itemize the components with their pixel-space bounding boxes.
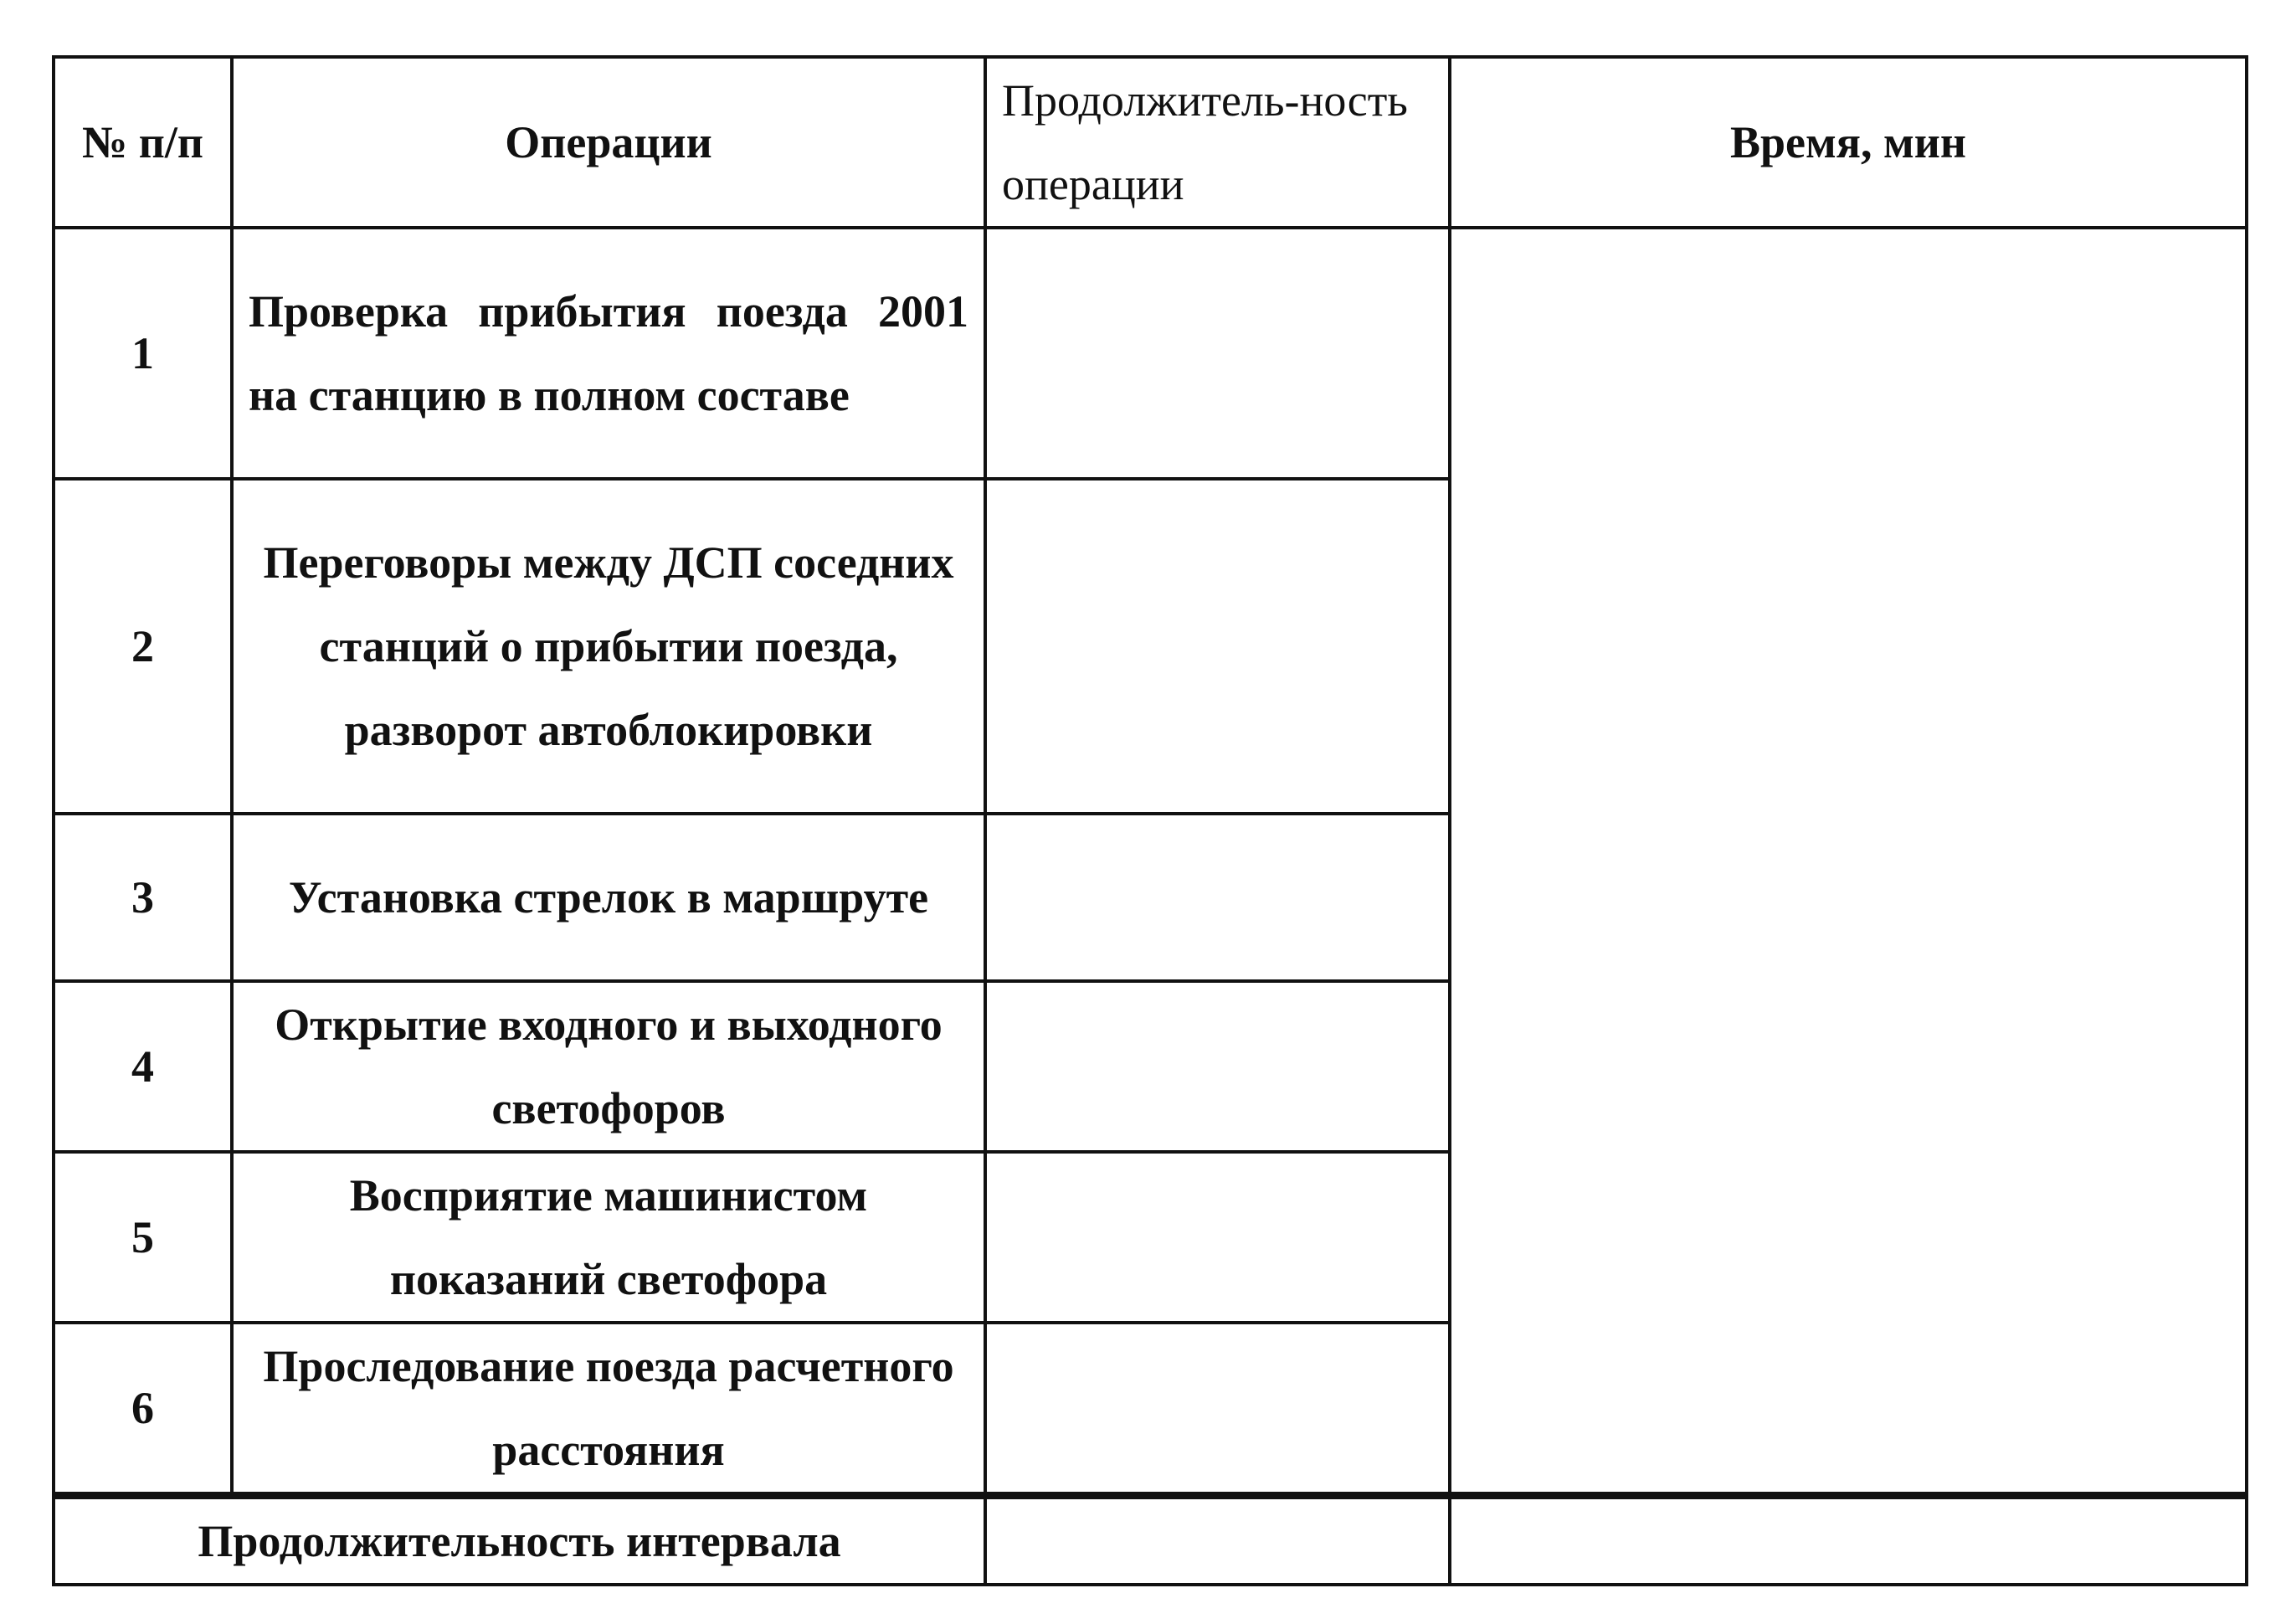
header-time: Время, мин [1450,57,2247,228]
row-duration [985,479,1450,814]
row-duration [985,814,1450,981]
row-operation: Проследование поезда расчетного расстояния [232,1323,985,1496]
row-duration [985,1323,1450,1496]
header-operation: Операции [232,57,985,228]
row-operation: Проверка прибытия поезда 2001 на станцию в полном составе [232,228,985,479]
row-number: 2 [54,479,232,814]
operations-table [52,55,2248,1586]
time-chart-area [1450,228,2247,1496]
header-duration: Продолжитель-ность операции [985,57,1450,228]
row-operation: Установка стрелок в маршруте [232,814,985,981]
footer-row [54,1496,2247,1585]
row-number: 3 [54,814,232,981]
row-operation: Восприятие машинистом показаний светофора [232,1152,985,1323]
row-number: 5 [54,1152,232,1323]
total-interval-time [1450,1496,2247,1585]
table-row [54,228,2247,479]
header-number: № п/п [54,57,232,228]
row-number: 4 [54,981,232,1152]
row-operation: Переговоры между ДСП соседних станций о прибытии поезда, разворот автоблокировки [232,479,985,814]
row-operation: Открытие входного и выходного светофоров [232,981,985,1152]
row-duration [985,1152,1450,1323]
total-interval-duration [985,1496,1450,1585]
row-number: 1 [54,228,232,479]
row-duration [985,981,1450,1152]
total-interval-label: Продолжительность интервала [54,1496,985,1585]
header-row [54,57,2247,228]
row-duration [985,228,1450,479]
row-number: 6 [54,1323,232,1496]
